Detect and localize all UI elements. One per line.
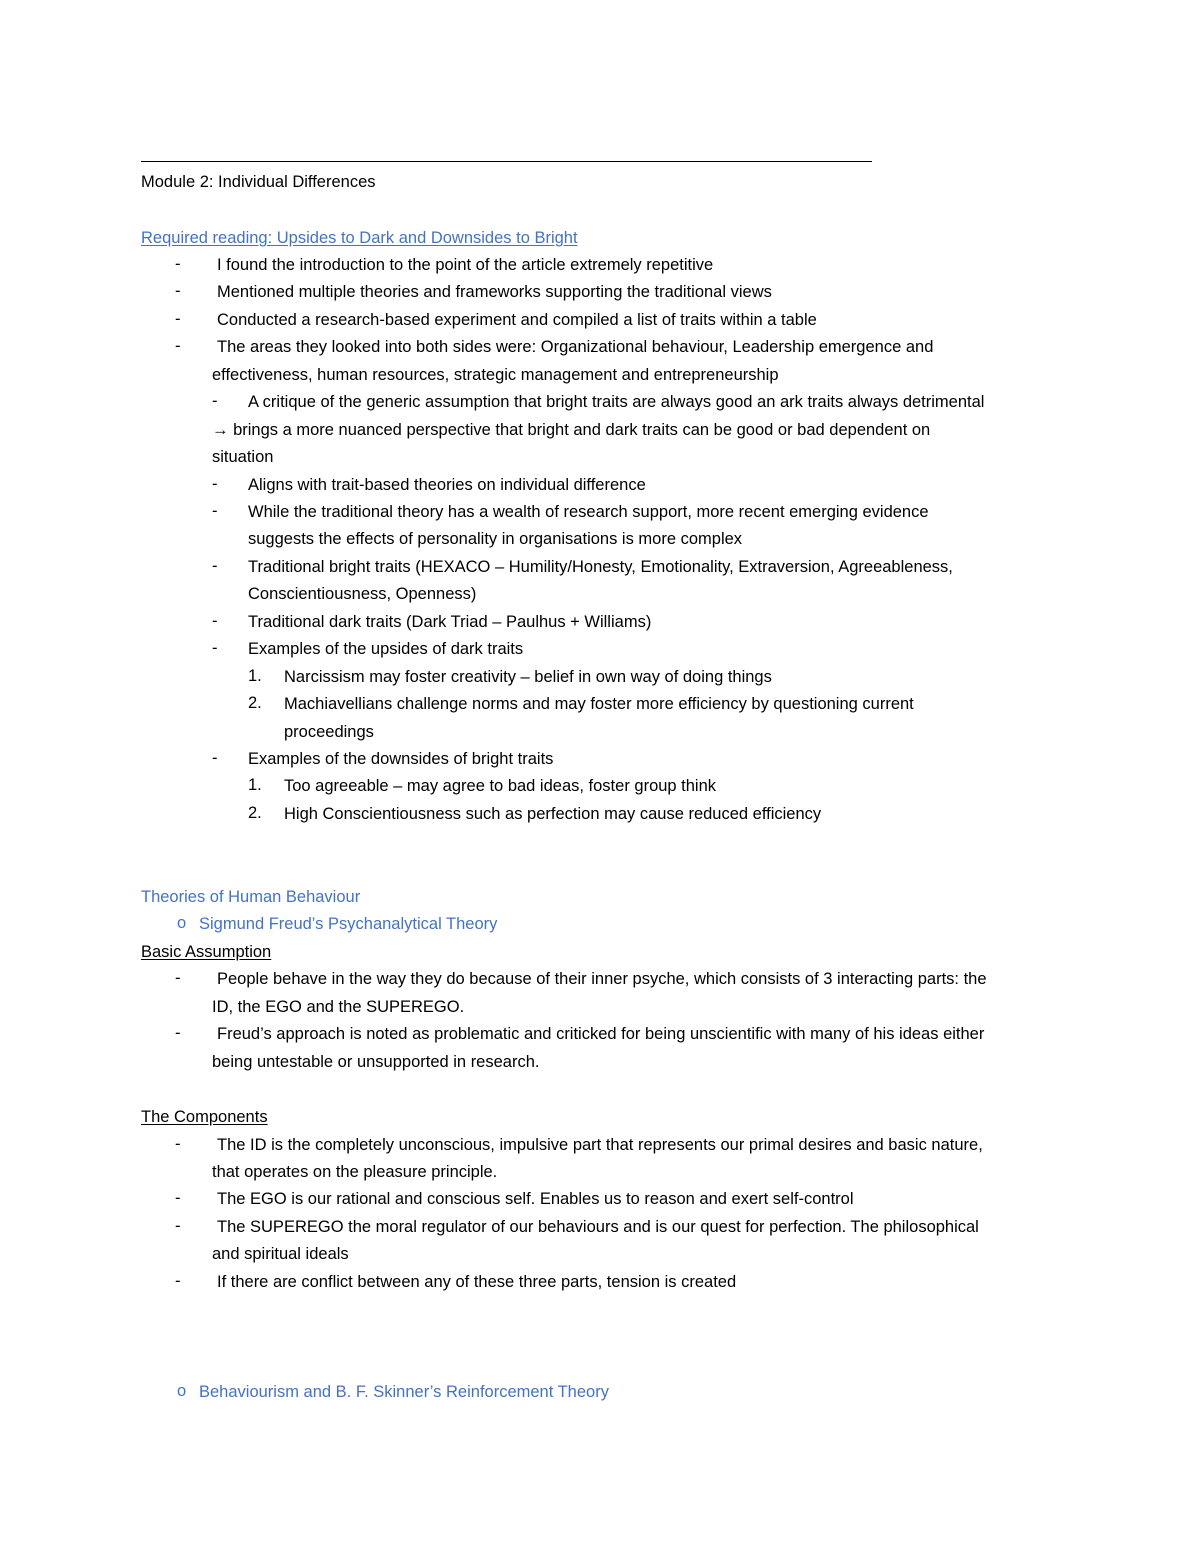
list-number: 2.: [248, 804, 262, 822]
list-number: 2.: [248, 694, 262, 712]
reading-heading[interactable]: Required reading: Upsides to Dark and Downsides to Bright: [141, 229, 578, 247]
bullet-dash: -: [175, 282, 181, 300]
bullet-dash: -: [175, 1272, 181, 1290]
while-text: While the traditional theory has a wealth of research support, more recent emerging evidence: [248, 503, 929, 521]
reading-point-continued: effectiveness, human resources, strategic management and entrepreneurship: [212, 366, 779, 384]
bright-traits-text-continued: Conscientiousness, Openness): [248, 585, 477, 603]
module-title: Module 2: Individual Differences: [141, 173, 376, 191]
upside-item-continued: proceedings: [284, 723, 374, 741]
upsides-heading: Examples of the upsides of dark traits: [248, 640, 524, 658]
dark-traits-text: Traditional dark traits (Dark Triad – Paulhus + Williams): [248, 613, 652, 631]
critique-text-continued: → brings a more nuanced perspective that bright and dark traits can be good or bad dependent on: [212, 421, 931, 439]
theories-heading: Theories of Human Behaviour: [141, 888, 361, 906]
bullet-dash: -: [175, 1217, 181, 1235]
reading-point: I found the introduction to the point of the article extremely repetitive: [217, 256, 714, 274]
bullet-dash: -: [212, 639, 218, 657]
component-point: The EGO is our rational and conscious self. Enables us to reason and exert self-control: [217, 1190, 854, 1208]
bullet-dash: -: [175, 1135, 181, 1153]
bullet-dash: -: [212, 557, 218, 575]
circle-bullet: o: [177, 914, 187, 932]
component-point: If there are conflict between any of these three parts, tension is created: [217, 1273, 737, 1291]
critique-text-continued: situation: [212, 448, 274, 466]
bullet-dash: -: [175, 969, 181, 987]
freud-heading: Sigmund Freud’s Psychanalytical Theory: [199, 915, 498, 933]
bullet-dash: -: [175, 255, 181, 273]
critique-text: A critique of the generic assumption that bright traits are always good an ark traits always detrimental: [248, 393, 985, 411]
basic-point: People behave in the way they do because of their inner psyche, which consists of 3 interacting parts: the: [217, 970, 987, 988]
bullet-dash: -: [175, 1189, 181, 1207]
bullet-dash: -: [212, 612, 218, 630]
downside-item: Too agreeable – may agree to bad ideas, foster group think: [284, 777, 717, 795]
reading-point: Conducted a research-based experiment and compiled a list of traits within a table: [217, 311, 817, 329]
list-number: 1.: [248, 667, 262, 685]
component-point: The ID is the completely unconscious, impulsive part that represents our primal desires and basic nature,: [217, 1136, 983, 1154]
component-point-continued: and spiritual ideals: [212, 1245, 349, 1263]
upside-item: Narcissism may foster creativity – belief in own way of doing things: [284, 668, 772, 686]
list-number: 1.: [248, 776, 262, 794]
bullet-dash: -: [175, 310, 181, 328]
bullet-dash: -: [175, 1024, 181, 1042]
components-heading: The Components: [141, 1108, 268, 1126]
bullet-dash: -: [212, 749, 218, 767]
bullet-dash: -: [212, 502, 218, 520]
downsides-heading: Examples of the downsides of bright traits: [248, 750, 554, 768]
while-text-continued: suggests the effects of personality in organisations is more complex: [248, 530, 743, 548]
aligns-text: Aligns with trait-based theories on individual difference: [248, 476, 646, 494]
skinner-heading: Behaviourism and B. F. Skinner’s Reinforcement Theory: [199, 1383, 609, 1401]
reading-point: Mentioned multiple theories and frameworks supporting the traditional views: [217, 283, 772, 301]
bullet-dash: -: [212, 392, 218, 410]
bullet-dash: -: [212, 475, 218, 493]
basic-point-continued: ID, the EGO and the SUPEREGO.: [212, 998, 465, 1016]
upside-item: Machiavellians challenge norms and may foster more efficiency by questioning current: [284, 695, 914, 713]
bullet-dash: -: [175, 337, 181, 355]
basic-assumption-heading: Basic Assumption: [141, 943, 272, 961]
circle-bullet: o: [177, 1382, 187, 1400]
header-rule: [141, 161, 872, 162]
basic-point: Freud’s approach is noted as problematic and criticked for being unscientific with many of his ideas either: [217, 1025, 985, 1043]
downside-item: High Conscientiousness such as perfection may cause reduced efficiency: [284, 805, 822, 823]
reading-point: The areas they looked into both sides were: Organizational behaviour, Leadership emergence and: [217, 338, 934, 356]
component-point: The SUPEREGO the moral regulator of our behaviours and is our quest for perfection. The philosophical: [217, 1218, 979, 1236]
component-point-continued: that operates on the pleasure principle.: [212, 1163, 498, 1181]
basic-point-continued: being untestable or unsupported in research.: [212, 1053, 540, 1071]
bright-traits-text: Traditional bright traits (HEXACO – Humility/Honesty, Emotionality, Extraversion, Agreeableness,: [248, 558, 953, 576]
